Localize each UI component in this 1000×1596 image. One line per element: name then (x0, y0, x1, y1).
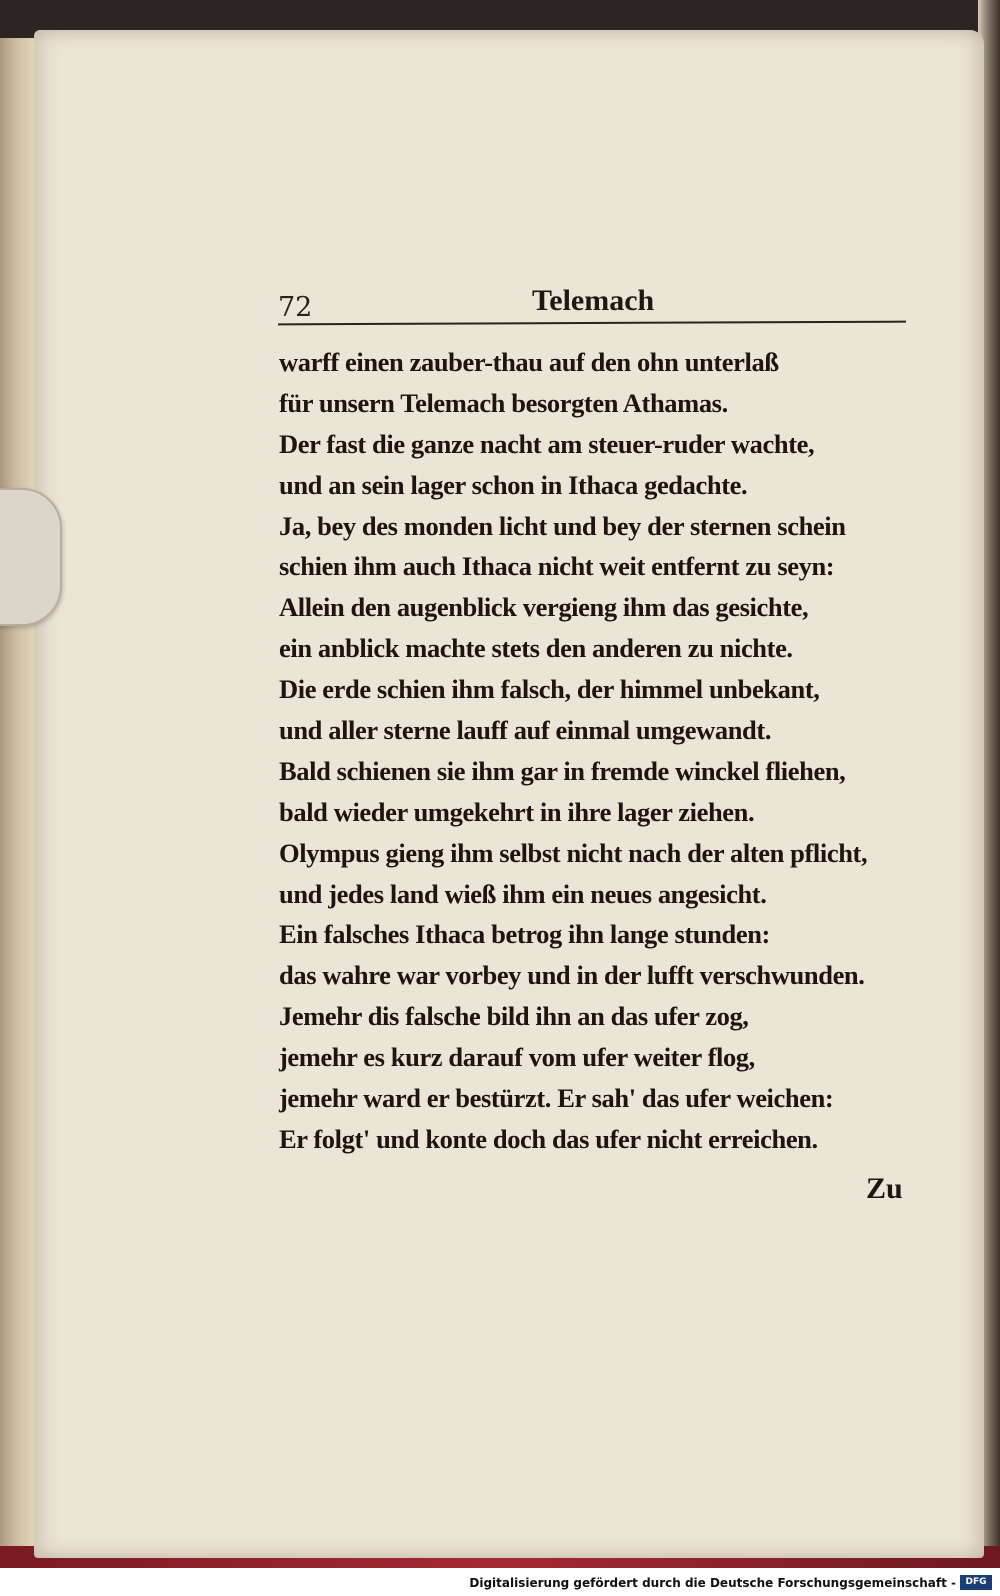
verse-line: jemehr es kurz darauf vom ufer weiter flog, (279, 1042, 755, 1073)
verse-line: und an sein lager schon in Ithaca gedachte. (279, 469, 748, 500)
verse-line: Er folgt' und konte doch das ufer nicht erreichen. (279, 1123, 818, 1154)
bookmark-strip (0, 488, 62, 626)
verse-line: Die erde schien ihm falsch, der himmel unbekant, (279, 674, 820, 705)
verse-line: Allein den augenblick vergieng ihm das gesichte, (279, 592, 809, 623)
verse-text-block (279, 342, 919, 1160)
page-number: 72 (278, 292, 313, 323)
verse-line: Jemehr dis falsche bild ihn an das ufer zog, (279, 1001, 749, 1032)
verse-line: für unsern Telemach besorgten Athamas. (279, 387, 728, 418)
verse-line: warff einen zauber-thau auf den ohn unterlaß (279, 347, 779, 377)
verse-line: Der fast die ganze nacht am steuer-ruder wachte, (279, 428, 815, 459)
verse-line: und jedes land wieß ihm ein neues angesicht. (279, 878, 767, 909)
dfg-logo: DFG (960, 1575, 992, 1590)
verse-line: das wahre war vorbey und in der lufft verschwunden. (279, 960, 865, 991)
verse-line: Ein falsches Ithaca betrog ihn lange stunden: (279, 919, 770, 950)
verse-line: schien ihm auch Ithaca nicht weit entfernt zu seyn: (279, 551, 835, 582)
footer-bar (0, 1568, 1000, 1596)
funding-credit: Digitalisierung gefördert durch die Deutsche Forschungsgemeinschaft - (469, 1576, 956, 1590)
running-title: Telemach (532, 284, 655, 317)
verse-line: Ja, bey des monden licht und bey der sternen schein (279, 510, 846, 541)
verse-line: Bald schienen sie ihm gar in fremde winckel fliehen, (279, 755, 846, 786)
verse-line: jemehr ward er bestürzt. Er sah' das ufer weichen: (279, 1083, 834, 1114)
verse-line: Olympus gieng ihm selbst nicht nach der alten pflicht, (279, 837, 868, 868)
verse-line: ein anblick machte stets den anderen zu nichte. (279, 633, 793, 664)
verse-line: und aller sterne lauff auf einmal umgewandt. (279, 715, 772, 746)
catchword: Zu (866, 1172, 903, 1205)
verse-line: bald wieder umgekehrt in ihre lager ziehen. (279, 796, 755, 827)
